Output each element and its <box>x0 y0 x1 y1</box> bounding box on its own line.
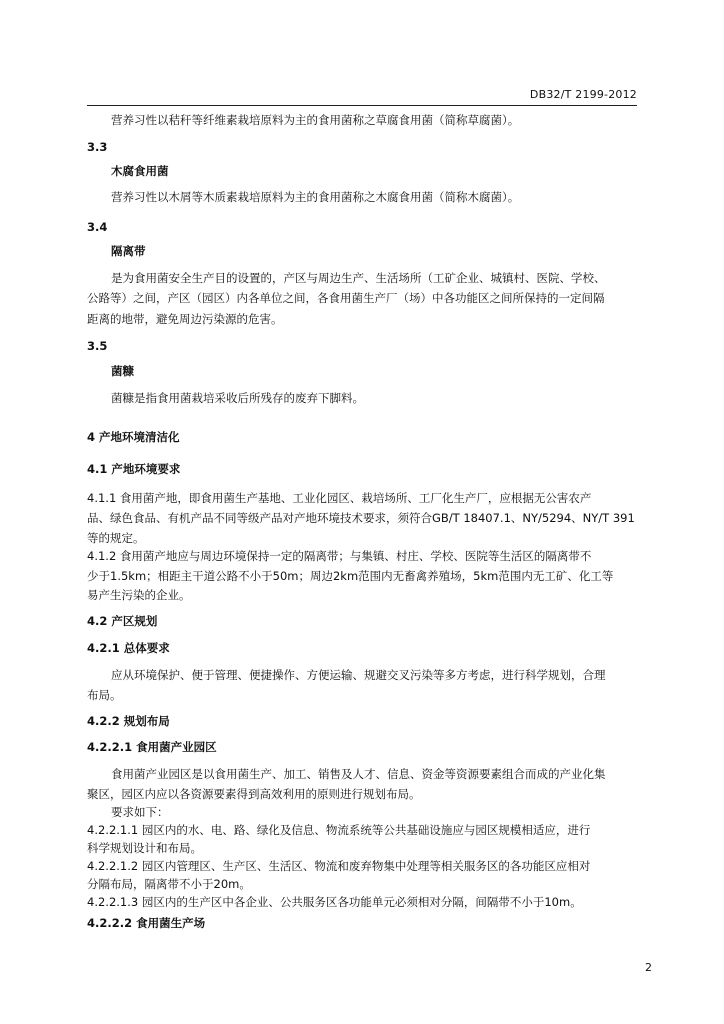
paragraph-line: 4.2.2.1.2 园区内管理区、生产区、生活区、物流和废弃物集中处理等相关服务区的各功能区应相对 <box>87 859 591 873</box>
section-heading: 4.2 产区规划 <box>87 614 158 628</box>
paragraph-line: 等的规定。 <box>87 531 145 545</box>
paragraph-line: 要求如下： <box>111 805 169 819</box>
header-rule <box>87 105 637 106</box>
term-title: 菌糠 <box>111 364 134 378</box>
section-heading: 4.2.1 总体要求 <box>87 641 170 655</box>
paragraph-line: 易产生污染的企业。 <box>87 588 191 602</box>
paragraph-line: 布局。 <box>87 688 122 702</box>
paragraph-line: 4.2.2.1.1 园区内的水、电、路、绿化及信息、物流系统等公共基础设施应与园区规模相适应，进行 <box>87 823 591 837</box>
paragraph-line: 公路等）之间，产区（园区）内各单位之间，各食用菌生产厂（场）中各功能区之间所保持的一定间隔 <box>87 291 605 305</box>
paragraph-line: 4.1.2 食用菌产地应与周边环境保持一定的隔离带；与集镇、村庄、学校、医院等生活区的隔离带不 <box>87 549 592 563</box>
paragraph-line: 4.1.1 食用菌产地，即食用菌生产基地、工业化园区、栽培场所、工厂化生产厂，应根据无公害农产 <box>87 491 592 505</box>
section-heading: 4.2.2 规划布局 <box>87 714 170 728</box>
section-heading: 4.2.2.2 食用菌生产场 <box>87 916 206 930</box>
paragraph-line: 菌糠是指食用菌栽培采收后所残存的废弃下脚料。 <box>111 391 364 405</box>
clause-number: 3.5 <box>87 339 108 353</box>
clause-number: 3.3 <box>87 140 108 154</box>
term-title: 木腐食用菌 <box>111 164 169 178</box>
paragraph-line: 食用菌产业园区是以食用菌生产、加工、销售及人才、信息、资金等资源要素组合而成的产业化集 <box>111 767 606 781</box>
paragraph-line: 营养习性以木屑等木质素栽培原料为主的食用菌称之木腐食用菌（简称木腐菌）。 <box>111 190 520 204</box>
page-number: 2 <box>645 961 652 974</box>
section-heading: 4 产地环境清洁化 <box>87 430 180 444</box>
standard-code: DB32/T 2199-2012 <box>529 88 637 101</box>
paragraph-line: 营养习性以秸秆等纤维素栽培原料为主的食用菌称之草腐食用菌（简称草腐菌）。 <box>111 113 520 127</box>
paragraph-line: 是为食用菌安全生产目的设置的，产区与周边生产、生活场所（工矿企业、城镇村、医院、学校、 <box>111 271 606 285</box>
paragraph-line: 应从环境保护、便于管理、便捷操作、方便运输、规避交叉污染等多方考虑，进行科学规划，合理 <box>111 668 606 682</box>
paragraph-line: 科学规划设计和布局。 <box>87 841 202 855</box>
paragraph-line: 4.2.2.1.3 园区内的生产区中各企业、公共服务区各功能单元必须相对分隔，间隔带不小于10m。 <box>87 895 582 909</box>
paragraph-line: 距离的地带，避免周边污染源的危害。 <box>87 312 283 326</box>
paragraph-line: 品、绿色食品、有机产品不同等级产品对产地环境技术要求，须符合GB/T 18407.1、NY/5294、NY/T 391 <box>87 511 635 525</box>
paragraph-line: 聚区，园区内应以各资源要素得到高效利用的原则进行规划布局。 <box>87 787 421 801</box>
section-heading: 4.2.2.1 食用菌产业园区 <box>87 740 217 754</box>
section-heading: 4.1 产地环境要求 <box>87 462 181 476</box>
clause-number: 3.4 <box>87 220 108 234</box>
paragraph-line: 少于1.5km；相距主干道公路不小于50m；周边2km范围内无畜禽养殖场，5km范围内无工矿、化工等 <box>87 569 614 583</box>
term-title: 隔离带 <box>111 244 146 258</box>
paragraph-line: 分隔布局，隔离带不小于20m。 <box>87 877 251 891</box>
